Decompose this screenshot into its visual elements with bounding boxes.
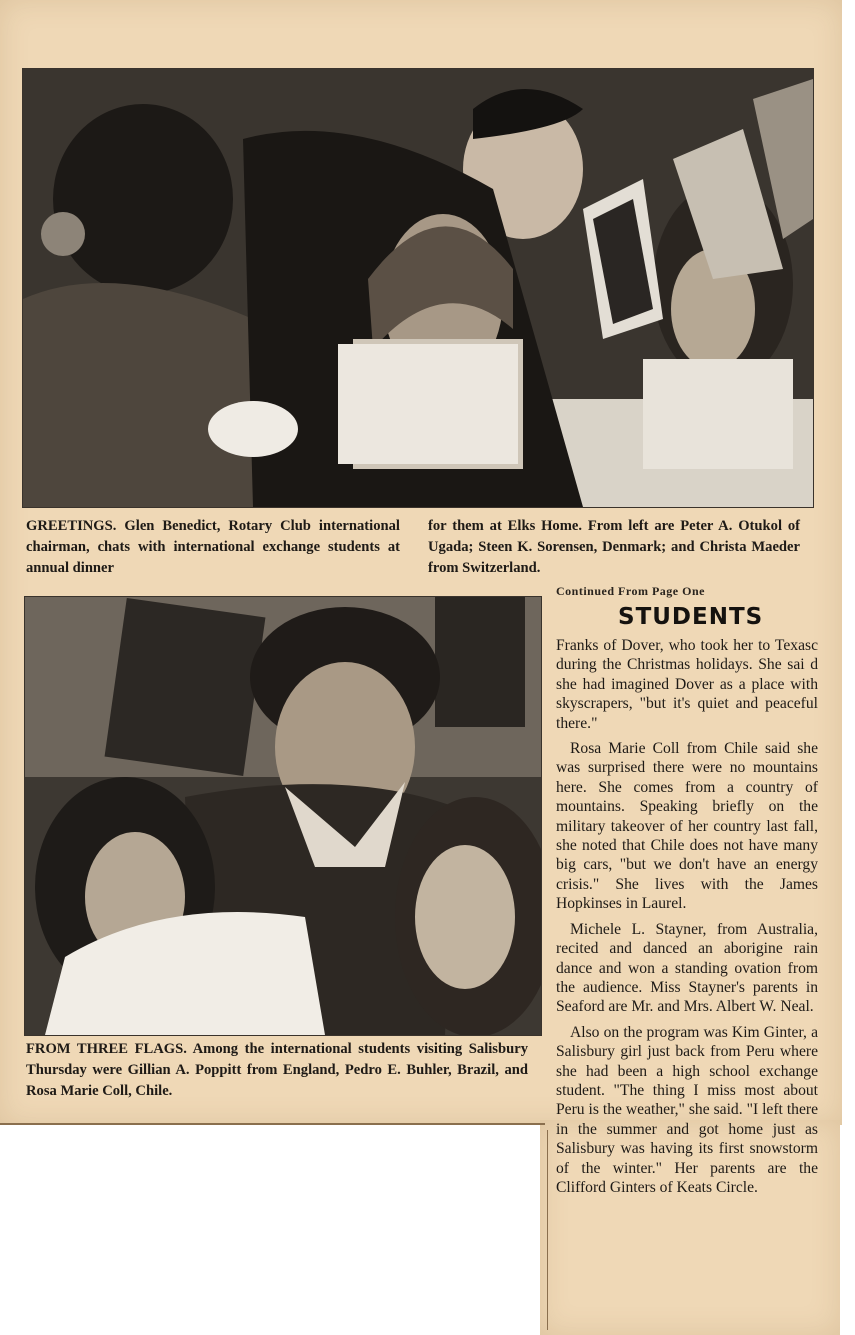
- photo-greetings: [22, 68, 814, 508]
- photo1-caption-col2: for them at Elks Home. From left are Peter A. Otukol of Ugada; Steen K. Sorensen, Denmark; and Christa Maeder from Switzerland.: [428, 518, 800, 576]
- clipping-edge-rule: [0, 1123, 545, 1125]
- article-paragraph: Also on the program was Kim Ginter, a Salisbury girl just back from Peru where she had been a high school exchange student. "The thing I miss most about Peru is the weather," she said. "I left there in the summer and got home just as Salisbury was having its first snowstorm of the winter." Her parents are the Clifford Ginters of Keats Circle.: [556, 1023, 818, 1196]
- article-paragraph: Franks of Dover, who took her to Texasc during the Christmas holidays. She sai d she had imagined Dover as a place with skyscrapers, "but it's quiet and peaceful there.": [556, 637, 818, 732]
- article-paragraph: Rosa Marie Coll from Chile said she was surprised there were no mountains here. She comes from a country of mountains. Speaking briefly on the military takeover of her country last fall, she noted that Chile does not have many big cars, "but we don't have an energy crisis." She lives with the James Hopkinses in Laurel.: [556, 740, 818, 913]
- photo-three-flags: [24, 596, 542, 1036]
- column-rule: [547, 1130, 548, 1330]
- continued-line: Continued From Page One: [556, 584, 705, 598]
- photo1-caption-col1: GREETINGS. Glen Benedict, Rotary Club international chairman, chats with international exchange students at annual dinner: [26, 518, 400, 576]
- article-body: [556, 636, 818, 1203]
- photo2-caption: FROM THREE FLAGS. Among the international students visiting Salisbury Thursday were Gillian A. Poppitt from England, Pedro E. Buhler, Brazil, and Rosa Marie Coll, Chile.: [26, 1041, 528, 1099]
- article-paragraph: Michele L. Stayner, from Australia, recited and danced an aborigine rain dance and won a standing ovation from the audience. Miss Stayner's parents in Seaford are Mr. and Mrs. Albert W. Neal.: [556, 920, 818, 1016]
- headline: STUDENTS: [618, 604, 764, 630]
